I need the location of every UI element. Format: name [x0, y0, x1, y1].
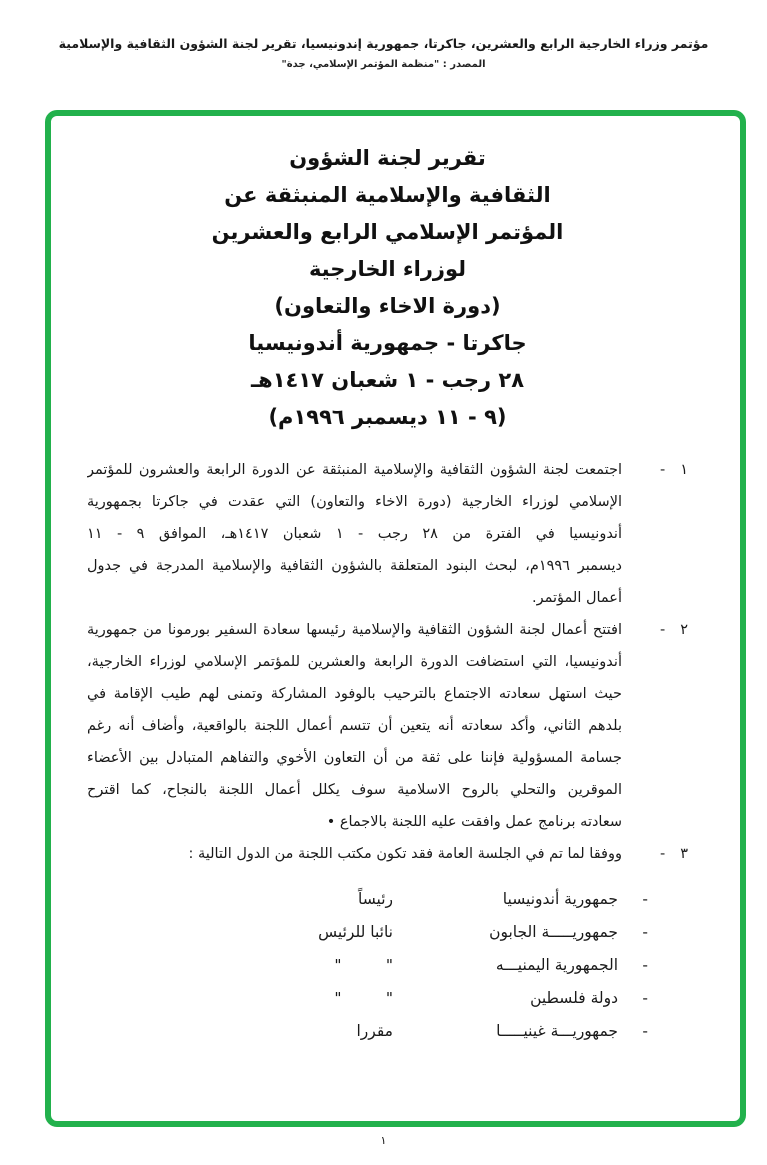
- list-item: [87, 883, 648, 916]
- text-line: أعمال المؤتمر.: [532, 590, 622, 606]
- scan-header: [0, 36, 767, 70]
- list-item: [87, 949, 648, 982]
- text-line: اجتمعت لجنة الشؤون الثقافية والإسلامية المنبثقة عن الدورة الرابعة والعشرون للمؤتمر: [87, 462, 622, 478]
- list-item: [87, 1015, 648, 1048]
- dash-glyph: -: [642, 989, 648, 1007]
- header-title: مؤتمر وزراء الخارجية الرابع والعشرين، جاكرتا، جمهورية إندونيسيا، تقرير لجنة الشؤون الثقافية والإسلامية: [58, 36, 709, 51]
- list-item: [87, 982, 648, 1015]
- text-line: أندونيسيا في الفترة من ٢٨ رجب - ١ شعبان ١٤١٧هـ، الموافق ٩ - ١١: [87, 526, 622, 542]
- paragraph-3: [87, 838, 688, 870]
- text-line: ديسمبر ١٩٩٦م، لبحث البنود المتعلقة بالشؤون الثقافية والإسلامية المدرجة في جدول: [87, 558, 622, 574]
- paragraph-3-text: [87, 838, 622, 870]
- text-line: الإسلامي لوزراء الخارجية (دورة الاخاء والتعاون) التي عقدت في جاكرتا بجمهورية: [87, 494, 622, 510]
- document-title: [87, 140, 688, 436]
- bureau-role: " ": [334, 989, 393, 1007]
- paragraph-2-text: [87, 614, 622, 838]
- dash-glyph: -: [642, 890, 648, 908]
- title-line-1: تقرير لجنة الشؤون: [289, 146, 486, 170]
- paragraph-number: ٢: [680, 622, 688, 638]
- paragraph-1-text: [87, 454, 622, 614]
- paragraph-2: [87, 614, 688, 838]
- paragraph-3-marker: [622, 838, 688, 870]
- text-line: جسامة المسؤولية فإننا على ثقة من أن التعاون الأخوي والتفاهم المتبادل بين الأعضاء: [87, 750, 622, 766]
- dash-glyph: -: [642, 923, 648, 941]
- bureau-country: جمهوريـــة غينيـــــا: [496, 1022, 618, 1040]
- text-line: سعادته برنامج عمل وافقت عليه اللجنة بالاجماع •: [326, 814, 622, 830]
- paragraph-number: ١: [680, 462, 688, 478]
- bureau-country: دولة فلسطين: [530, 989, 618, 1007]
- bureau-country: جمهورية أندونيسيا: [502, 890, 618, 908]
- text-line: حيث استهل سعادته الاجتماع بالترحيب بالوفود المشاركة وتمنى لهم طيب الإقامة في: [87, 686, 622, 702]
- title-line-3: المؤتمر الإسلامي الرابع والعشرين: [211, 220, 564, 244]
- dash-glyph: -: [659, 622, 666, 638]
- paragraph-2-marker: [622, 614, 688, 838]
- text-line: بلدهم الثاني، وأكد سعادته أنه يتعين أن تتسم أعمال اللجنة بالواقعية، وأضاف أنه رغم: [87, 718, 622, 734]
- title-line-8: (٩ - ١١ ديسمبر ١٩٩٦م): [268, 405, 507, 429]
- bureau-role: رئيساً: [357, 890, 393, 908]
- text-line: أندونيسيا، التي استضافت الدورة الرابعة والعشرين للمؤتمر الإسلامي لوزراء الخارجية،: [87, 654, 622, 670]
- bureau-role: " ": [334, 956, 393, 974]
- text-line: افتتح أعمال لجنة الشؤون الثقافية والإسلامية رئيسها سعادة السفير بورمونا من جمهورية: [87, 622, 622, 638]
- page-number: ١: [380, 1134, 387, 1147]
- paragraph-1-marker: [622, 454, 688, 614]
- paragraph-section: [87, 454, 688, 870]
- dash-glyph: -: [659, 462, 666, 478]
- bureau-role: نائبا للرئيس: [318, 923, 393, 941]
- bureau-list: [87, 883, 688, 1048]
- bureau-role: مقررا: [356, 1022, 393, 1040]
- bureau-country: الجمهورية اليمنيـــه: [495, 956, 618, 974]
- document-content: [51, 116, 740, 1048]
- header-source: المصدر : "منظمة المؤتمر الإسلامي، جدة": [281, 59, 486, 70]
- paragraph-1: [87, 454, 688, 614]
- title-line-6: جاكرتا - جمهورية أندونيسيا: [248, 331, 527, 355]
- title-line-5: (دورة الاخاء والتعاون): [274, 294, 501, 318]
- title-line-7: ٢٨ رجب - ١ شعبان ١٤١٧هـ: [250, 368, 525, 392]
- text-line: ووفقا لما تم في الجلسة العامة فقد تكون مكتب اللجنة من الدول التالية :: [188, 846, 622, 862]
- bureau-country: جمهوريـــــة الجابون: [489, 923, 618, 941]
- text-line: الموقرين والتحلي بالروح الاسلامية سوف يكلل أعمال اللجنة بالنجاح، كما اقترح: [87, 782, 622, 798]
- title-line-4: لوزراء الخارجية: [308, 257, 467, 281]
- dash-glyph: -: [642, 956, 648, 974]
- list-item: [87, 916, 648, 949]
- dash-glyph: -: [659, 846, 666, 862]
- document-frame: [45, 110, 746, 1127]
- dash-glyph: -: [642, 1022, 648, 1040]
- title-line-2: الثقافية والإسلامية المنبثقة عن: [224, 183, 551, 207]
- paragraph-number: ٣: [680, 846, 688, 862]
